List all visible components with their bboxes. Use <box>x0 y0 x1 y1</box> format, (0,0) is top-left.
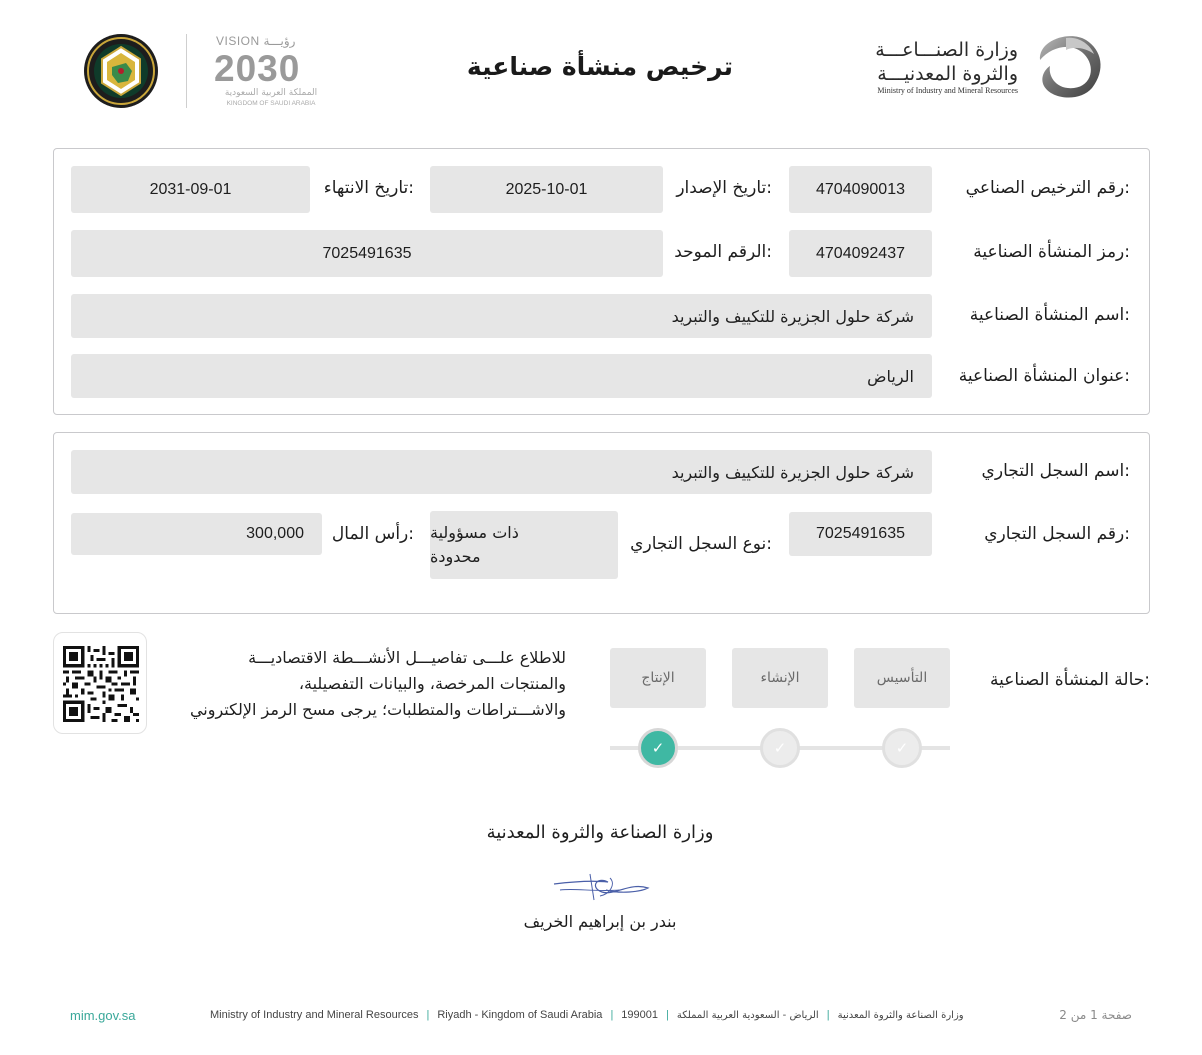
issue-date-label: تاريخ الإصدار: <box>676 178 772 198</box>
facility-code-field: 4704092437 <box>789 230 932 277</box>
unified-no-label: الرقم الموحد: <box>674 242 772 262</box>
stage-establishment: التأسيس <box>854 648 950 708</box>
facility-name-field: شركة حلول الجزيرة للتكييف والتبريد <box>71 294 932 338</box>
unified-no-field: 7025491635 <box>71 230 663 277</box>
cr-type-field <box>430 511 618 579</box>
expiry-date-label: تاريخ الانتهاء: <box>323 178 414 198</box>
footer-en-name: Ministry of Industry and Mineral Resources <box>210 1009 419 1021</box>
stage-production-check-icon: ✓ <box>638 728 678 768</box>
facility-address-field: الرياض <box>71 354 932 398</box>
vision-sub-en: KINGDOM OF SAUDI ARABIA <box>226 100 316 107</box>
document-title: ترخيص منشأة صناعية <box>466 52 734 81</box>
ministry-name-ar <box>860 38 1018 86</box>
footer-website-link[interactable]: mim.gov.sa <box>70 1008 136 1023</box>
facility-name-label: اسم المنشأة الصناعية: <box>969 305 1130 325</box>
capital-field: 300,000 <box>71 513 322 555</box>
license-no-field: 4704090013 <box>789 166 932 213</box>
qr-code[interactable] <box>53 632 147 734</box>
vision-sub-ar: المملكة العربية السعودية <box>224 88 318 98</box>
qr-instructions-line3: والاشـــتراطات والمتطلبات؛ يرجى مسح الرمز الإلكتروني <box>189 700 566 719</box>
stage-establishment-check-icon: ✓ <box>882 728 922 768</box>
cr-type-label: نوع السجل التجاري: <box>630 534 772 554</box>
stage-construction: الإنشاء <box>732 648 828 708</box>
cr-name-field: شركة حلول الجزيرة للتكييف والتبريد <box>71 450 932 494</box>
facility-status-label: حالة المنشأة الصناعية: <box>990 670 1150 690</box>
expiry-date-field: 2031-09-01 <box>71 166 310 213</box>
header-divider <box>186 34 187 108</box>
page-number: صفحة 1 من 2 <box>1059 1008 1132 1022</box>
qr-instructions <box>170 645 566 723</box>
gcc-emblem <box>82 33 160 109</box>
footer-postal: 199001 <box>621 1009 659 1021</box>
issue-date-field: 2025-10-01 <box>430 166 663 213</box>
ministry-logo <box>1030 30 1106 102</box>
ministry-name-ar-line1: وزارة الصنـــاعـــة <box>875 39 1018 61</box>
vision-top-text: VISION رؤيـــة <box>216 34 296 48</box>
cr-no-label: رقم السجل التجاري: <box>984 524 1130 544</box>
cr-type-line2: محدودة <box>430 547 481 566</box>
handwritten-signature <box>550 870 654 906</box>
capital-label: رأس المال: <box>331 524 414 544</box>
signing-authority: وزارة الصناعة والثروة المعدنية <box>486 822 714 843</box>
vision-year: 2030 <box>214 48 301 89</box>
qr-instructions-line2: والمنتجات المرخصة، والبيانات التفصيلية، <box>298 674 566 693</box>
stage-production: الإنتاج <box>610 648 706 708</box>
qr-instructions-line1: للاطلاع علـــى تفاصيـــل الأنشـــطة الاقتصاديـــة <box>248 648 566 667</box>
footer-ar-name: وزارة الصناعة والثروة المعدنية <box>837 1010 964 1021</box>
stage-construction-check-icon: ✓ <box>760 728 800 768</box>
footer-city-en: Riyadh - Kingdom of Saudi Arabia <box>437 1009 603 1021</box>
signer-name: بندر بن إبراهيم الخريف <box>523 912 677 931</box>
ministry-name-en: Ministry of Industry and Mineral Resources <box>877 86 1018 95</box>
vision-2030-logo <box>210 32 332 110</box>
cr-name-label: اسم السجل التجاري: <box>981 461 1130 481</box>
facility-address-label: عنوان المنشأة الصناعية: <box>958 366 1130 386</box>
facility-code-label: رمز المنشأة الصناعية: <box>973 242 1130 262</box>
ministry-name-ar-line2: والثروة المعدنيـــة <box>877 63 1018 85</box>
cr-no-field: 7025491635 <box>789 512 932 556</box>
footer-address: Ministry of Industry and Mineral Resources | Riyadh - Kingdom of Saudi Arabia | 199001 | وزارة الصناعة والثروة المعدنية|الرياض - السعودية العربية المملكة <box>210 1009 964 1021</box>
license-no-label: رقم الترخيص الصناعي: <box>965 178 1130 198</box>
footer-city-ar: الرياض - السعودية العربية المملكة <box>676 1010 819 1021</box>
cr-type-line1: ذات مسؤولية <box>430 523 519 542</box>
